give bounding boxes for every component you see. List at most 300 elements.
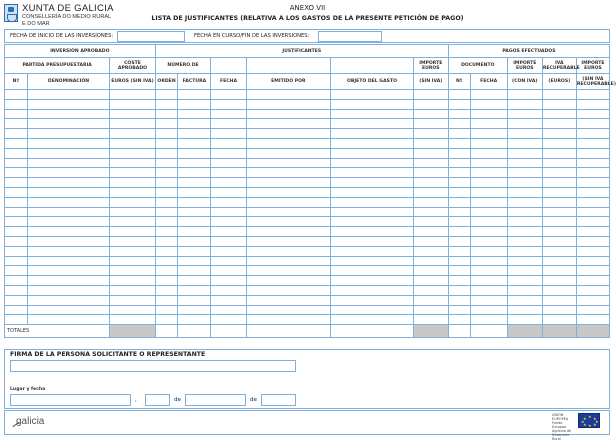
table-cell[interactable] bbox=[110, 90, 155, 100]
table-cell[interactable] bbox=[576, 227, 609, 237]
table-cell[interactable] bbox=[155, 217, 178, 227]
table-cell[interactable] bbox=[155, 236, 178, 246]
table-cell[interactable] bbox=[246, 99, 331, 109]
table-cell[interactable] bbox=[27, 148, 110, 158]
table-cell[interactable] bbox=[413, 99, 448, 109]
table-cell[interactable] bbox=[331, 285, 414, 295]
table-cell[interactable] bbox=[155, 315, 178, 325]
table-cell[interactable] bbox=[448, 187, 470, 197]
table-cell[interactable] bbox=[211, 315, 246, 325]
table-cell[interactable] bbox=[331, 256, 414, 266]
table-cell[interactable] bbox=[27, 315, 110, 325]
table-cell[interactable] bbox=[5, 90, 28, 100]
table-cell[interactable] bbox=[178, 236, 211, 246]
table-cell[interactable] bbox=[178, 256, 211, 266]
table-cell[interactable] bbox=[542, 276, 576, 286]
table-cell[interactable] bbox=[178, 227, 211, 237]
table-cell[interactable] bbox=[448, 178, 470, 188]
month-field[interactable] bbox=[185, 394, 246, 406]
table-cell[interactable] bbox=[413, 90, 448, 100]
table-cell[interactable] bbox=[331, 178, 414, 188]
table-cell[interactable] bbox=[246, 148, 331, 158]
table-cell[interactable] bbox=[155, 129, 178, 139]
table-cell[interactable] bbox=[576, 99, 609, 109]
table-cell[interactable] bbox=[507, 227, 542, 237]
table-cell[interactable] bbox=[448, 266, 470, 276]
table-cell[interactable] bbox=[5, 227, 28, 237]
table-cell[interactable] bbox=[470, 315, 507, 325]
table-cell[interactable] bbox=[542, 217, 576, 227]
table-cell[interactable] bbox=[542, 119, 576, 129]
table-cell[interactable] bbox=[178, 99, 211, 109]
table-cell[interactable] bbox=[413, 227, 448, 237]
table-cell[interactable] bbox=[448, 236, 470, 246]
table-cell[interactable] bbox=[110, 256, 155, 266]
table-cell[interactable] bbox=[155, 285, 178, 295]
table-cell[interactable] bbox=[178, 207, 211, 217]
table-cell[interactable] bbox=[542, 90, 576, 100]
table-cell[interactable] bbox=[110, 305, 155, 315]
table-cell[interactable] bbox=[178, 295, 211, 305]
table-cell[interactable] bbox=[331, 276, 414, 286]
place-field[interactable] bbox=[10, 394, 131, 406]
table-cell[interactable] bbox=[413, 148, 448, 158]
table-cell[interactable] bbox=[542, 148, 576, 158]
table-cell[interactable] bbox=[507, 266, 542, 276]
start-date-field[interactable] bbox=[117, 31, 185, 42]
table-cell[interactable] bbox=[178, 315, 211, 325]
table-cell[interactable] bbox=[178, 178, 211, 188]
table-cell[interactable] bbox=[542, 256, 576, 266]
table-cell[interactable] bbox=[155, 246, 178, 256]
table-cell[interactable] bbox=[507, 168, 542, 178]
table-cell[interactable] bbox=[448, 315, 470, 325]
table-cell[interactable] bbox=[413, 168, 448, 178]
table-cell[interactable] bbox=[246, 285, 331, 295]
table-cell[interactable] bbox=[178, 90, 211, 100]
table-cell[interactable] bbox=[331, 227, 414, 237]
table-cell[interactable] bbox=[576, 129, 609, 139]
table-cell[interactable] bbox=[211, 236, 246, 246]
table-cell[interactable] bbox=[110, 236, 155, 246]
table-cell[interactable] bbox=[413, 256, 448, 266]
table-cell[interactable] bbox=[448, 148, 470, 158]
table-cell[interactable] bbox=[5, 207, 28, 217]
table-cell[interactable] bbox=[470, 138, 507, 148]
table-cell[interactable] bbox=[576, 197, 609, 207]
table-cell[interactable] bbox=[5, 158, 28, 168]
table-cell[interactable] bbox=[246, 315, 331, 325]
table-cell[interactable] bbox=[576, 266, 609, 276]
table-cell[interactable] bbox=[331, 246, 414, 256]
table-cell[interactable] bbox=[27, 99, 110, 109]
table-cell[interactable] bbox=[110, 168, 155, 178]
table-cell[interactable] bbox=[448, 276, 470, 286]
table-cell[interactable] bbox=[27, 207, 110, 217]
table-cell[interactable] bbox=[542, 178, 576, 188]
table-cell[interactable] bbox=[542, 295, 576, 305]
table-cell[interactable] bbox=[507, 109, 542, 119]
table-cell[interactable] bbox=[331, 109, 414, 119]
table-cell[interactable] bbox=[5, 197, 28, 207]
table-cell[interactable] bbox=[110, 109, 155, 119]
table-cell[interactable] bbox=[27, 158, 110, 168]
table-cell[interactable] bbox=[246, 90, 331, 100]
table-cell[interactable] bbox=[110, 246, 155, 256]
table-cell[interactable] bbox=[211, 148, 246, 158]
table-cell[interactable] bbox=[155, 119, 178, 129]
table-cell[interactable] bbox=[542, 315, 576, 325]
table-cell[interactable] bbox=[576, 305, 609, 315]
table-cell[interactable] bbox=[110, 129, 155, 139]
table-cell[interactable] bbox=[211, 305, 246, 315]
table-cell[interactable] bbox=[507, 197, 542, 207]
table-cell[interactable] bbox=[178, 246, 211, 256]
table-cell[interactable] bbox=[110, 138, 155, 148]
table-cell[interactable] bbox=[542, 266, 576, 276]
table-cell[interactable] bbox=[413, 158, 448, 168]
table-cell[interactable] bbox=[246, 178, 331, 188]
table-cell[interactable] bbox=[448, 119, 470, 129]
table-cell[interactable] bbox=[178, 119, 211, 129]
table-cell[interactable] bbox=[211, 119, 246, 129]
table-cell[interactable] bbox=[27, 129, 110, 139]
table-cell[interactable] bbox=[470, 266, 507, 276]
table-cell[interactable] bbox=[470, 187, 507, 197]
table-cell[interactable] bbox=[5, 315, 28, 325]
table-cell[interactable] bbox=[5, 187, 28, 197]
table-cell[interactable] bbox=[155, 158, 178, 168]
table-cell[interactable] bbox=[470, 227, 507, 237]
table-cell[interactable] bbox=[413, 285, 448, 295]
table-cell[interactable] bbox=[331, 266, 414, 276]
table-cell[interactable] bbox=[413, 178, 448, 188]
table-cell[interactable] bbox=[178, 168, 211, 178]
table-cell[interactable] bbox=[27, 305, 110, 315]
table-cell[interactable] bbox=[576, 246, 609, 256]
table-cell[interactable] bbox=[27, 246, 110, 256]
table-cell[interactable] bbox=[576, 119, 609, 129]
table-cell[interactable] bbox=[413, 197, 448, 207]
table-cell[interactable] bbox=[470, 207, 507, 217]
table-cell[interactable] bbox=[542, 305, 576, 315]
table-cell[interactable] bbox=[331, 217, 414, 227]
table-cell[interactable] bbox=[331, 236, 414, 246]
table-cell[interactable] bbox=[413, 315, 448, 325]
table-cell[interactable] bbox=[178, 197, 211, 207]
table-cell[interactable] bbox=[155, 256, 178, 266]
signer-field[interactable] bbox=[10, 360, 296, 372]
table-cell[interactable] bbox=[413, 246, 448, 256]
table-cell[interactable] bbox=[331, 305, 414, 315]
table-cell[interactable] bbox=[246, 197, 331, 207]
table-cell[interactable] bbox=[110, 207, 155, 217]
table-cell[interactable] bbox=[448, 109, 470, 119]
table-cell[interactable] bbox=[178, 138, 211, 148]
table-cell[interactable] bbox=[542, 285, 576, 295]
table-cell[interactable] bbox=[507, 119, 542, 129]
table-cell[interactable] bbox=[470, 158, 507, 168]
table-cell[interactable] bbox=[110, 158, 155, 168]
table-cell[interactable] bbox=[576, 315, 609, 325]
table-cell[interactable] bbox=[27, 285, 110, 295]
table-cell[interactable] bbox=[507, 207, 542, 217]
table-cell[interactable] bbox=[470, 129, 507, 139]
table-cell[interactable] bbox=[211, 129, 246, 139]
table-cell[interactable] bbox=[507, 178, 542, 188]
table-cell[interactable] bbox=[110, 187, 155, 197]
table-cell[interactable] bbox=[5, 266, 28, 276]
table-cell[interactable] bbox=[5, 236, 28, 246]
table-cell[interactable] bbox=[413, 129, 448, 139]
table-cell[interactable] bbox=[246, 109, 331, 119]
table-cell[interactable] bbox=[211, 197, 246, 207]
table-cell[interactable] bbox=[246, 119, 331, 129]
table-cell[interactable] bbox=[211, 246, 246, 256]
table-cell[interactable] bbox=[211, 276, 246, 286]
table-cell[interactable] bbox=[27, 276, 110, 286]
table-cell[interactable] bbox=[211, 99, 246, 109]
table-cell[interactable] bbox=[211, 109, 246, 119]
table-cell[interactable] bbox=[246, 138, 331, 148]
table-cell[interactable] bbox=[5, 148, 28, 158]
table-cell[interactable] bbox=[155, 178, 178, 188]
table-cell[interactable] bbox=[110, 148, 155, 158]
table-cell[interactable] bbox=[246, 227, 331, 237]
table-cell[interactable] bbox=[507, 129, 542, 139]
table-cell[interactable] bbox=[246, 158, 331, 168]
table-cell[interactable] bbox=[27, 187, 110, 197]
table-cell[interactable] bbox=[507, 285, 542, 295]
table-cell[interactable] bbox=[155, 276, 178, 286]
table-cell[interactable] bbox=[331, 295, 414, 305]
table-cell[interactable] bbox=[110, 99, 155, 109]
table-cell[interactable] bbox=[211, 285, 246, 295]
table-cell[interactable] bbox=[448, 285, 470, 295]
table-cell[interactable] bbox=[507, 256, 542, 266]
table-cell[interactable] bbox=[448, 305, 470, 315]
table-cell[interactable] bbox=[448, 197, 470, 207]
table-cell[interactable] bbox=[576, 148, 609, 158]
table-cell[interactable] bbox=[576, 168, 609, 178]
table-cell[interactable] bbox=[110, 197, 155, 207]
table-cell[interactable] bbox=[211, 168, 246, 178]
table-cell[interactable] bbox=[155, 187, 178, 197]
table-cell[interactable] bbox=[576, 178, 609, 188]
table-cell[interactable] bbox=[507, 315, 542, 325]
table-cell[interactable] bbox=[5, 178, 28, 188]
table-cell[interactable] bbox=[211, 207, 246, 217]
table-cell[interactable] bbox=[413, 236, 448, 246]
table-cell[interactable] bbox=[155, 138, 178, 148]
table-cell[interactable] bbox=[470, 305, 507, 315]
table-cell[interactable] bbox=[576, 217, 609, 227]
table-cell[interactable] bbox=[246, 217, 331, 227]
table-cell[interactable] bbox=[211, 227, 246, 237]
year-field[interactable] bbox=[261, 394, 296, 406]
table-cell[interactable] bbox=[470, 236, 507, 246]
table-cell[interactable] bbox=[27, 227, 110, 237]
table-cell[interactable] bbox=[246, 236, 331, 246]
table-cell[interactable] bbox=[178, 158, 211, 168]
table-cell[interactable] bbox=[246, 276, 331, 286]
table-cell[interactable] bbox=[331, 119, 414, 129]
table-cell[interactable] bbox=[155, 168, 178, 178]
table-cell[interactable] bbox=[507, 99, 542, 109]
table-cell[interactable] bbox=[576, 207, 609, 217]
table-cell[interactable] bbox=[246, 256, 331, 266]
table-cell[interactable] bbox=[27, 217, 110, 227]
table-cell[interactable] bbox=[5, 305, 28, 315]
table-cell[interactable] bbox=[448, 207, 470, 217]
table-cell[interactable] bbox=[5, 138, 28, 148]
table-cell[interactable] bbox=[155, 227, 178, 237]
table-cell[interactable] bbox=[542, 227, 576, 237]
table-cell[interactable] bbox=[470, 99, 507, 109]
table-cell[interactable] bbox=[155, 295, 178, 305]
table-cell[interactable] bbox=[448, 138, 470, 148]
table-cell[interactable] bbox=[110, 119, 155, 129]
table-cell[interactable] bbox=[110, 217, 155, 227]
table-cell[interactable] bbox=[110, 295, 155, 305]
table-cell[interactable] bbox=[576, 158, 609, 168]
table-cell[interactable] bbox=[5, 129, 28, 139]
table-cell[interactable] bbox=[542, 99, 576, 109]
table-cell[interactable] bbox=[27, 197, 110, 207]
table-cell[interactable] bbox=[542, 187, 576, 197]
table-cell[interactable] bbox=[542, 109, 576, 119]
table-cell[interactable] bbox=[331, 187, 414, 197]
table-cell[interactable] bbox=[448, 295, 470, 305]
table-cell[interactable] bbox=[507, 138, 542, 148]
table-cell[interactable] bbox=[110, 178, 155, 188]
table-cell[interactable] bbox=[178, 305, 211, 315]
table-cell[interactable] bbox=[27, 119, 110, 129]
table-cell[interactable] bbox=[331, 129, 414, 139]
table-cell[interactable] bbox=[470, 148, 507, 158]
table-cell[interactable] bbox=[331, 207, 414, 217]
table-cell[interactable] bbox=[507, 187, 542, 197]
end-date-field[interactable] bbox=[318, 31, 382, 42]
table-cell[interactable] bbox=[507, 217, 542, 227]
table-cell[interactable] bbox=[5, 295, 28, 305]
table-cell[interactable] bbox=[331, 138, 414, 148]
table-cell[interactable] bbox=[5, 109, 28, 119]
table-cell[interactable] bbox=[178, 285, 211, 295]
table-cell[interactable] bbox=[27, 90, 110, 100]
table-cell[interactable] bbox=[155, 109, 178, 119]
table-cell[interactable] bbox=[246, 168, 331, 178]
table-cell[interactable] bbox=[448, 227, 470, 237]
table-cell[interactable] bbox=[448, 246, 470, 256]
table-cell[interactable] bbox=[178, 129, 211, 139]
table-cell[interactable] bbox=[413, 109, 448, 119]
table-cell[interactable] bbox=[110, 276, 155, 286]
table-cell[interactable] bbox=[542, 207, 576, 217]
table-cell[interactable] bbox=[155, 266, 178, 276]
table-cell[interactable] bbox=[576, 276, 609, 286]
table-cell[interactable] bbox=[331, 90, 414, 100]
table-cell[interactable] bbox=[448, 256, 470, 266]
table-cell[interactable] bbox=[211, 158, 246, 168]
table-cell[interactable] bbox=[5, 285, 28, 295]
table-cell[interactable] bbox=[576, 109, 609, 119]
table-cell[interactable] bbox=[211, 256, 246, 266]
table-cell[interactable] bbox=[507, 246, 542, 256]
table-cell[interactable] bbox=[155, 305, 178, 315]
table-cell[interactable] bbox=[470, 256, 507, 266]
table-cell[interactable] bbox=[413, 138, 448, 148]
table-cell[interactable] bbox=[413, 295, 448, 305]
table-cell[interactable] bbox=[507, 236, 542, 246]
table-cell[interactable] bbox=[470, 119, 507, 129]
table-cell[interactable] bbox=[542, 158, 576, 168]
table-cell[interactable] bbox=[5, 246, 28, 256]
table-cell[interactable] bbox=[470, 217, 507, 227]
table-cell[interactable] bbox=[211, 295, 246, 305]
table-cell[interactable] bbox=[470, 197, 507, 207]
table-cell[interactable] bbox=[448, 129, 470, 139]
table-cell[interactable] bbox=[507, 305, 542, 315]
table-cell[interactable] bbox=[331, 158, 414, 168]
table-cell[interactable] bbox=[413, 266, 448, 276]
table-cell[interactable] bbox=[211, 266, 246, 276]
table-cell[interactable] bbox=[246, 305, 331, 315]
table-cell[interactable] bbox=[507, 276, 542, 286]
table-cell[interactable] bbox=[413, 187, 448, 197]
table-cell[interactable] bbox=[5, 256, 28, 266]
table-cell[interactable] bbox=[110, 315, 155, 325]
table-cell[interactable] bbox=[27, 256, 110, 266]
table-cell[interactable] bbox=[331, 99, 414, 109]
table-cell[interactable] bbox=[448, 99, 470, 109]
table-cell[interactable] bbox=[246, 295, 331, 305]
table-cell[interactable] bbox=[5, 168, 28, 178]
table-cell[interactable] bbox=[246, 207, 331, 217]
day-field[interactable] bbox=[145, 394, 170, 406]
table-cell[interactable] bbox=[576, 295, 609, 305]
table-cell[interactable] bbox=[155, 99, 178, 109]
table-cell[interactable] bbox=[155, 148, 178, 158]
table-cell[interactable] bbox=[576, 187, 609, 197]
table-cell[interactable] bbox=[576, 90, 609, 100]
table-cell[interactable] bbox=[211, 178, 246, 188]
table-cell[interactable] bbox=[246, 266, 331, 276]
table-cell[interactable] bbox=[576, 236, 609, 246]
table-cell[interactable] bbox=[178, 276, 211, 286]
table-cell[interactable] bbox=[5, 99, 28, 109]
table-cell[interactable] bbox=[576, 285, 609, 295]
table-cell[interactable] bbox=[27, 295, 110, 305]
table-cell[interactable] bbox=[542, 197, 576, 207]
table-cell[interactable] bbox=[110, 266, 155, 276]
table-cell[interactable] bbox=[331, 315, 414, 325]
table-cell[interactable] bbox=[27, 138, 110, 148]
table-cell[interactable] bbox=[542, 129, 576, 139]
table-cell[interactable] bbox=[542, 246, 576, 256]
table-cell[interactable] bbox=[448, 90, 470, 100]
table-cell[interactable] bbox=[178, 148, 211, 158]
table-cell[interactable] bbox=[155, 197, 178, 207]
table-cell[interactable] bbox=[413, 305, 448, 315]
table-cell[interactable] bbox=[576, 138, 609, 148]
table-cell[interactable] bbox=[211, 90, 246, 100]
table-cell[interactable] bbox=[448, 217, 470, 227]
table-cell[interactable] bbox=[331, 168, 414, 178]
table-cell[interactable] bbox=[413, 119, 448, 129]
table-cell[interactable] bbox=[448, 158, 470, 168]
table-cell[interactable] bbox=[507, 295, 542, 305]
